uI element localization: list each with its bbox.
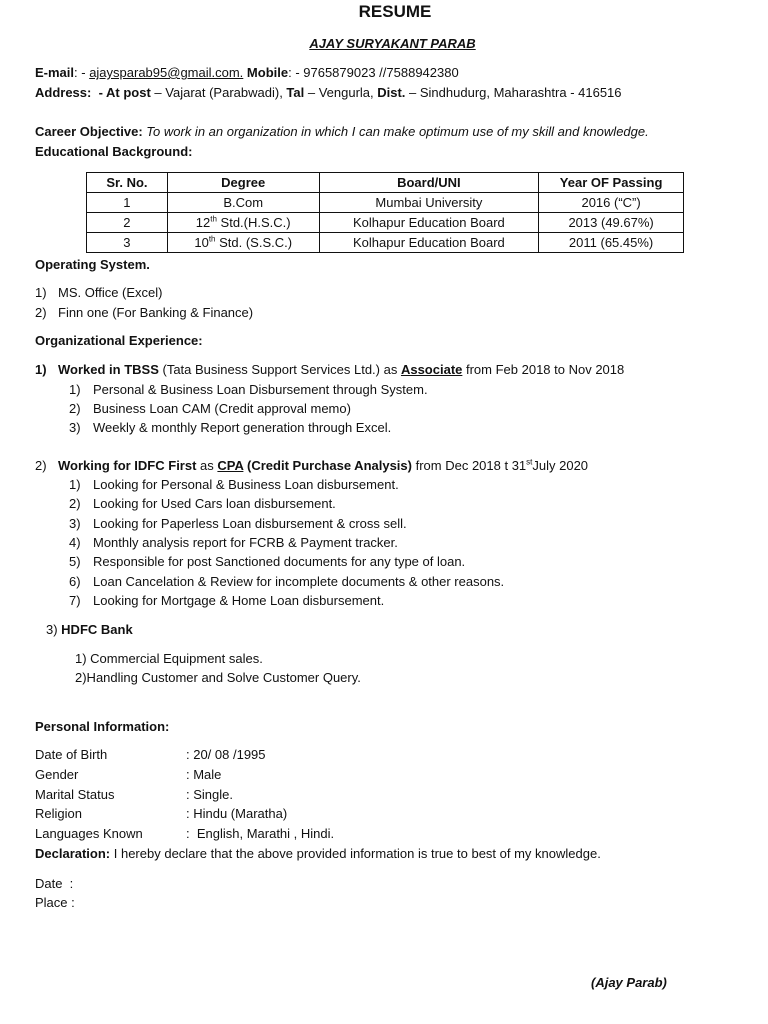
job2-role: CPA <box>217 458 244 473</box>
tal-label: Tal <box>286 85 305 100</box>
career-objective-label: Career Objective: <box>35 124 143 139</box>
tal-value: – Vengurla, <box>304 85 378 100</box>
cell-year: 2011 (65.45%) <box>539 233 684 253</box>
list-item: Loan Cancelation & Review for incomplete documents & other reasons. <box>93 574 505 589</box>
col-header-board: Board/UNI <box>319 173 539 193</box>
list-item: Looking for Used Cars loan disbursement. <box>93 496 336 511</box>
personal-label-languages: Languages Known <box>35 826 143 841</box>
job1-role: Associate <box>400 362 463 377</box>
list-item: Looking for Paperless Loan disbursement & cross sell. <box>93 516 407 531</box>
at-post-value: – Vajarat (Parabwadi), <box>150 85 287 100</box>
education-heading: Educational Background: <box>35 144 193 159</box>
table-row <box>87 193 684 213</box>
list-item-number: 1) <box>69 477 81 492</box>
education-table <box>86 172 684 253</box>
list-item: Personal & Business Loan Disbursement through System. <box>93 382 428 397</box>
job3-title: 3) HDFC Bank <box>46 622 133 637</box>
cell-degree: B.Com <box>167 193 319 213</box>
list-item-number: 3) <box>69 420 81 435</box>
list-item: Looking for Mortgage & Home Loan disbursement. <box>93 593 385 608</box>
personal-value-gender: : Male <box>186 767 222 782</box>
career-objective <box>35 124 649 139</box>
job2-title: Working for IDFC First as CPA (Credit Purchase Analysis) from Dec 2018 t 31stJuly 2020 <box>58 457 589 473</box>
personal-value-languages: : English, Marathi , Hindi. <box>186 826 335 841</box>
dist-label: Dist. <box>377 85 406 100</box>
os-heading: Operating System. <box>35 257 150 272</box>
list-item-text: MS. Office (Excel) <box>58 285 163 300</box>
list-item: 1) Commercial Equipment sales. <box>75 651 263 666</box>
place-label: Place : <box>35 895 75 910</box>
table-row <box>87 233 684 253</box>
cell-degree: 10th Std. (S.S.C.) <box>167 233 319 253</box>
personal-heading: Personal Information: <box>35 719 170 734</box>
personal-label-gender: Gender <box>35 767 79 782</box>
list-item: Looking for Personal & Business Loan disbursement. <box>93 477 399 492</box>
at-post-label: - At post <box>91 85 151 100</box>
col-header-year: Year OF Passing <box>539 173 684 193</box>
cell-year: 2013 (49.67%) <box>539 213 684 233</box>
address-label: Address: <box>35 85 92 100</box>
list-item-text: Finn one (For Banking & Finance) <box>58 305 254 320</box>
cell-board: Kolhapur Education Board <box>319 213 539 233</box>
list-item: 2) <box>35 305 47 320</box>
list-item: Business Loan CAM (Credit approval memo) <box>93 401 351 416</box>
cell-degree: 12th Std.(H.S.C.) <box>167 213 319 233</box>
list-item-number: 2) <box>69 401 81 416</box>
list-item: Weekly & monthly Report generation through Excel. <box>93 420 392 435</box>
list-item-number: 4) <box>69 535 81 550</box>
mobile-label: Mobile <box>246 65 289 80</box>
personal-label-religion: Religion <box>35 806 82 821</box>
list-item: Monthly analysis report for FCRB & Payment tracker. <box>93 535 398 550</box>
declaration-text: I hereby declare that the above provided information is true to best of my knowledge. <box>110 846 601 861</box>
list-item-number: 3) <box>69 516 81 531</box>
cell-sr: 3 <box>87 233 168 253</box>
personal-label-dob: Date of Birth <box>35 747 108 762</box>
col-header-degree: Degree <box>167 173 319 193</box>
list-item: 1) <box>35 285 47 300</box>
job1-title: Worked in TBSS (Tata Business Support Services Ltd.) as Associate from Feb 2018 to Nov 2018 <box>58 362 625 377</box>
dist-value: – Sindhudurg, Maharashtra - 416516 <box>405 85 622 100</box>
education-header-row <box>87 173 684 193</box>
page-title: RESUME <box>358 2 432 21</box>
mobile-value: : - 9765879023 //7588942380 <box>288 65 459 80</box>
list-item-number: 2) <box>69 496 81 511</box>
table-row <box>87 213 684 233</box>
email-link[interactable]: ajaysparab95@gmail.com. <box>89 65 244 80</box>
candidate-name: AJAY SURYAKANT PARAB <box>309 36 476 51</box>
career-objective-text: To work in an organization in which I can make optimum use of my skill and knowledge. <box>142 124 649 139</box>
cell-board: Mumbai University <box>319 193 539 213</box>
declaration-label: Declaration: <box>35 846 111 861</box>
signature-name: (Ajay Parab) <box>591 975 667 990</box>
list-item: 2)Handling Customer and Solve Customer Query. <box>75 670 361 685</box>
list-item: Responsible for post Sanctioned documents for any type of loan. <box>93 554 466 569</box>
email-separator: : - <box>74 65 90 80</box>
list-item-number: 7) <box>69 593 81 608</box>
cell-sr: 1 <box>87 193 168 213</box>
col-header-sr: Sr. No. <box>87 173 168 193</box>
email-label: E-mail <box>35 65 75 80</box>
declaration <box>35 846 601 861</box>
cell-year: 2016 (“C”) <box>539 193 684 213</box>
cell-sr: 2 <box>87 213 168 233</box>
job1-number: 1) <box>35 362 47 377</box>
cell-board: Kolhapur Education Board <box>319 233 539 253</box>
personal-value-marital: : Single. <box>186 787 233 802</box>
list-item-number: 1) <box>69 382 81 397</box>
list-item-number: 6) <box>69 574 81 589</box>
job2-number: 2) <box>35 458 47 473</box>
contact-email-line <box>35 65 459 80</box>
personal-value-dob: : 20/ 08 /1995 <box>186 747 266 762</box>
contact-address-line <box>35 85 622 100</box>
personal-value-religion: : Hindu (Maratha) <box>186 806 288 821</box>
list-item-number: 5) <box>69 554 81 569</box>
personal-label-marital: Marital Status <box>35 787 115 802</box>
date-label: Date : <box>35 876 74 891</box>
experience-heading: Organizational Experience: <box>35 333 203 348</box>
